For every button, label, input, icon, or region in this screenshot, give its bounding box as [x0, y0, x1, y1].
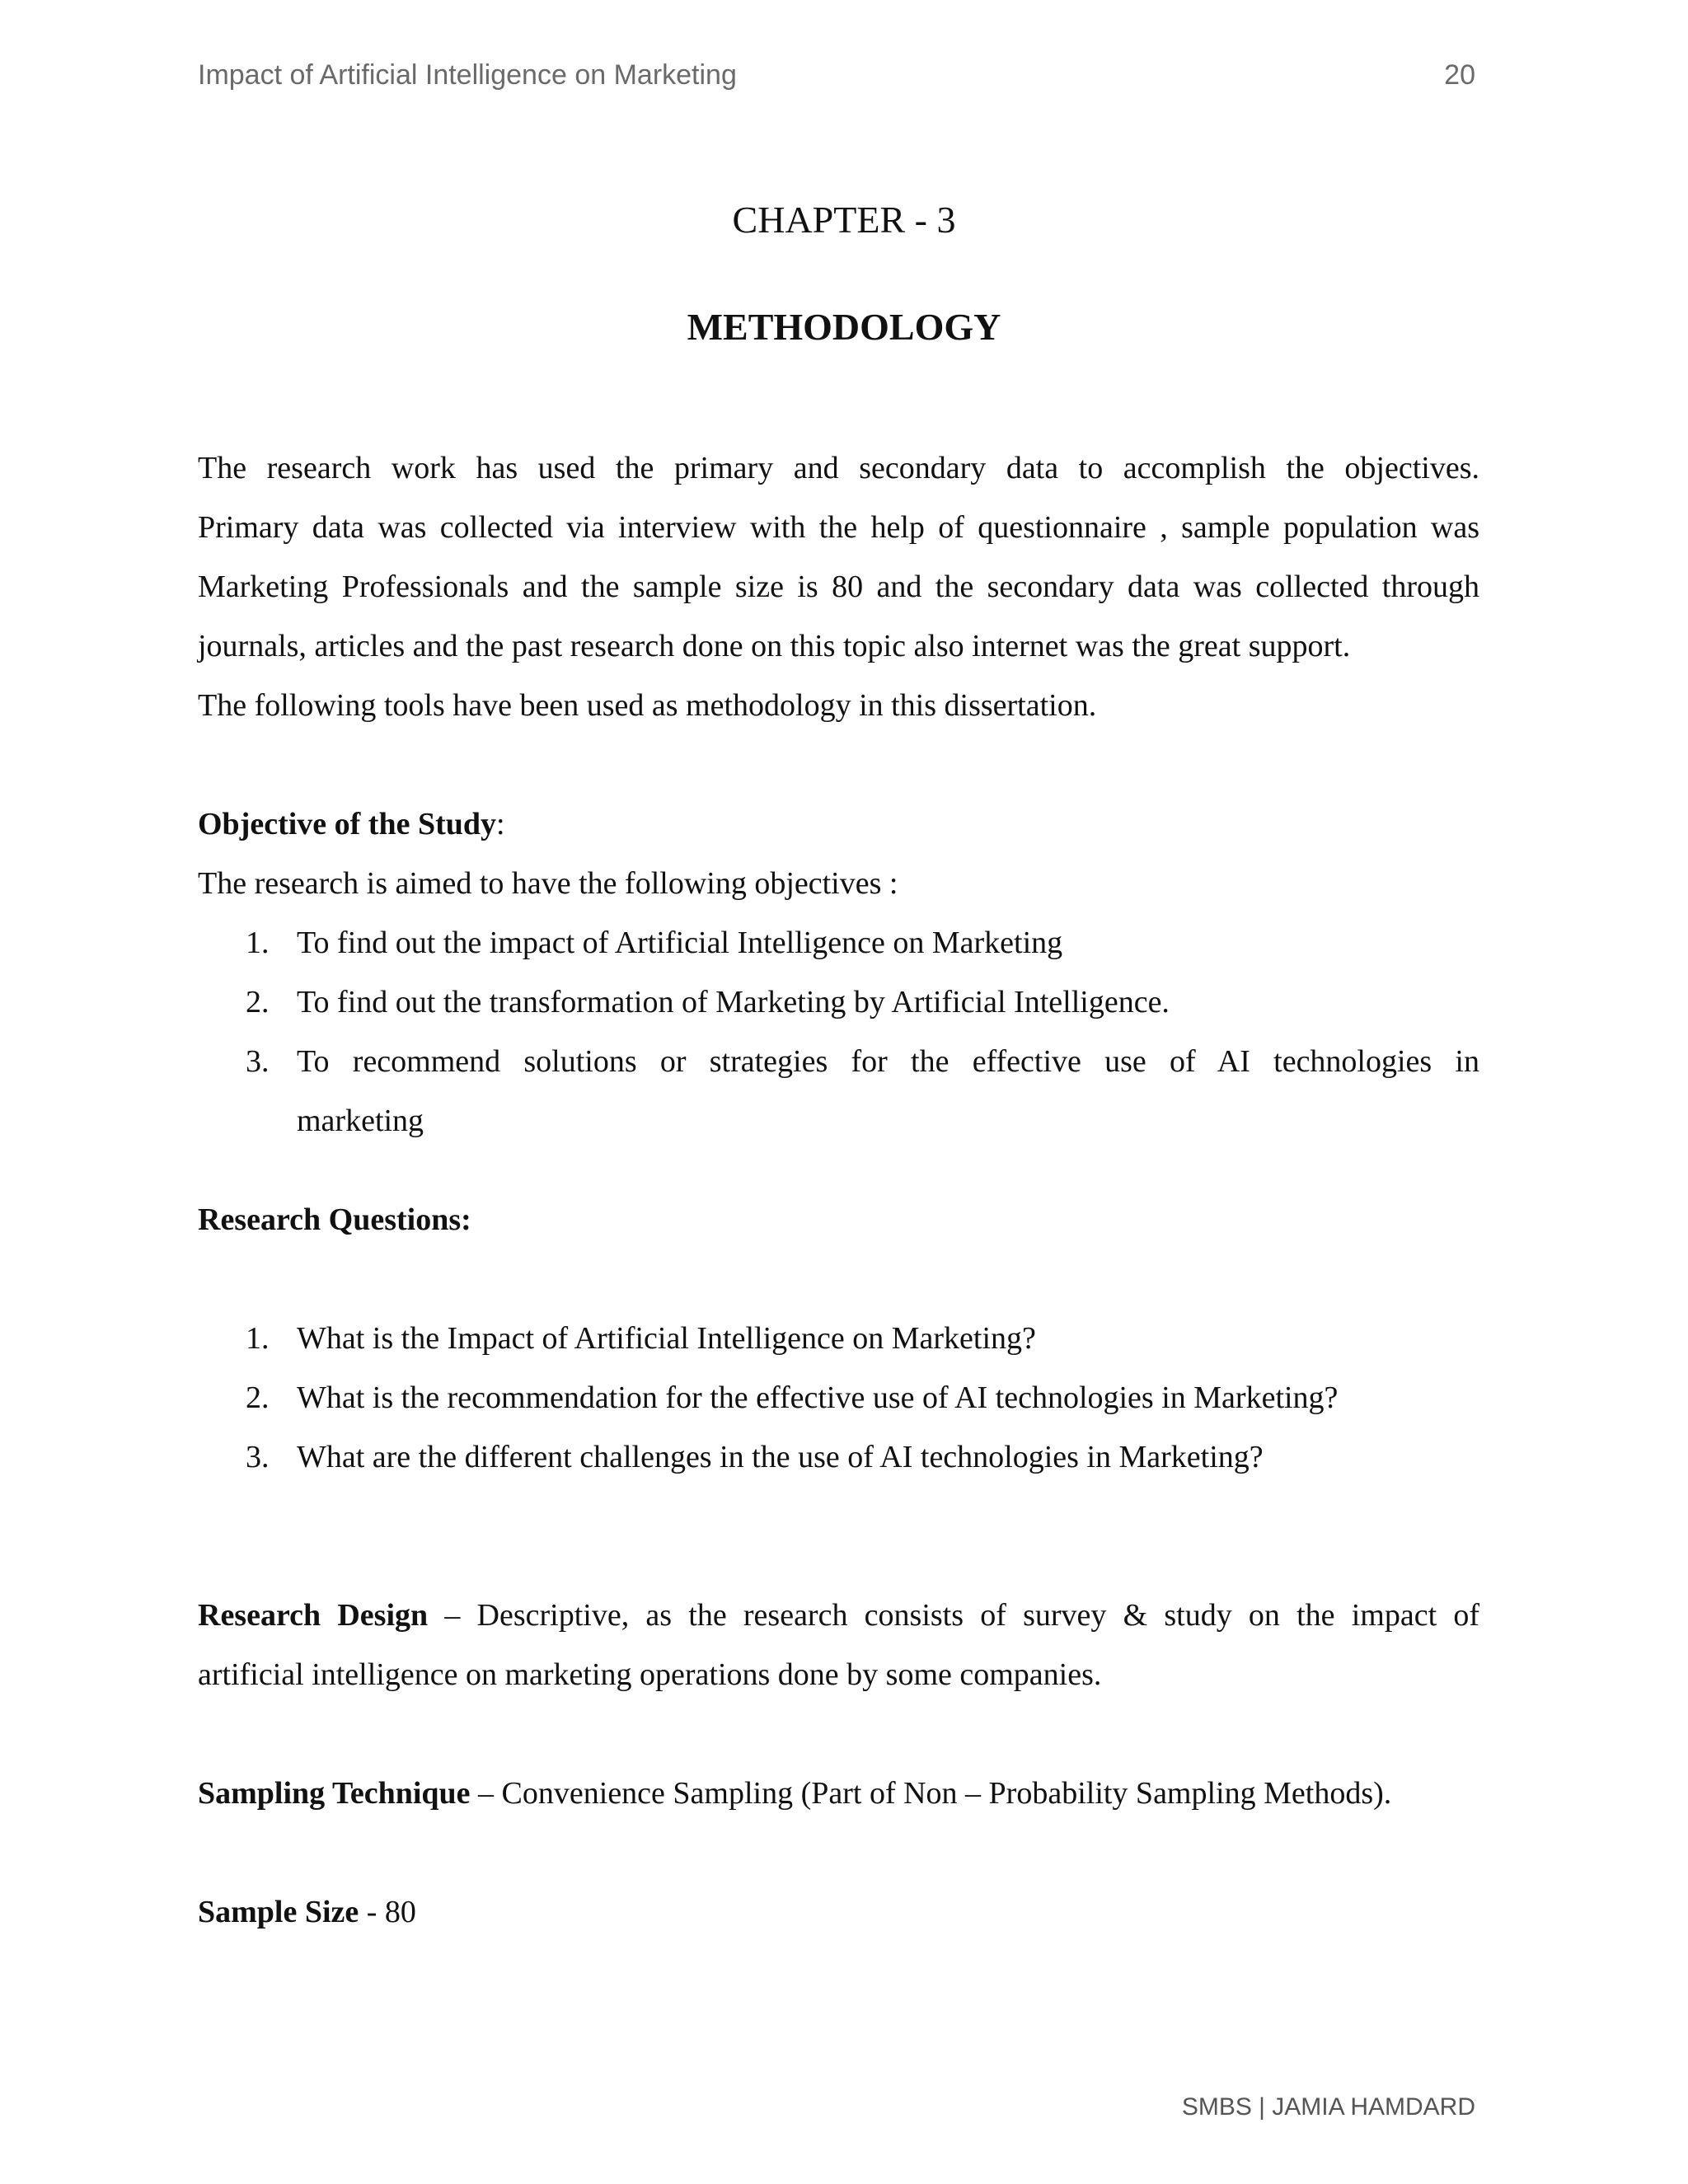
list-item-text: To find out the transformation of Marketing by Artificial Intelligence.	[297, 985, 1170, 1019]
chapter-label: CHAPTER - 3	[732, 199, 956, 241]
list-number: 3.	[246, 1440, 270, 1474]
list-number: 3.	[246, 1044, 270, 1079]
research-design-line	[198, 1586, 1479, 1645]
list-item	[198, 972, 1479, 1032]
intro-line: journals, articles and the past research done on this topic also internet was the great support.	[198, 629, 1351, 663]
research-design-label: Research Design	[198, 1598, 429, 1633]
list-number: 2.	[246, 1380, 270, 1415]
section-heading: METHODOLOGY	[687, 306, 1001, 348]
sample-size-paragraph	[198, 1882, 1479, 1942]
sampling-technique-paragraph	[198, 1764, 1479, 1823]
sampling-technique-label: Sampling Technique	[198, 1776, 471, 1811]
list-item	[198, 1368, 1479, 1427]
list-item-text: To recommend solutions or strategies for the effective use of AI technologies in	[297, 1044, 1479, 1079]
list-item	[198, 1032, 1479, 1151]
page-footer: SMBS | JAMIA HAMDARD	[1181, 2093, 1475, 2121]
objectives-title: Objective of the Study	[198, 807, 497, 841]
list-number: 1.	[246, 926, 270, 960]
intro-paragraph	[198, 438, 1479, 735]
research-design-paragraph	[198, 1586, 1479, 1704]
research-design-text: – Descriptive, as the research consists of survey & study on the impact of	[428, 1598, 1479, 1633]
research-questions-heading: Research Questions:	[198, 1202, 471, 1237]
intro-line: The following tools have been used as methodology in this dissertation.	[198, 688, 1097, 723]
list-item-text: What are the different challenges in the use of AI technologies in Marketing?	[297, 1440, 1264, 1474]
objectives-intro: The research is aimed to have the following objectives :	[198, 866, 898, 901]
page-number: 20	[1444, 59, 1475, 91]
objectives-list	[198, 913, 1479, 1151]
objectives-title-suffix: :	[496, 807, 505, 841]
intro-line: The research work has used the primary and secondary data to accomplish the objectives.	[198, 451, 1479, 485]
sample-size-label: Sample Size	[198, 1895, 359, 1929]
list-number: 1.	[246, 1321, 270, 1356]
sampling-technique-text: – Convenience Sampling (Part of Non – Probability Sampling Methods).	[470, 1776, 1392, 1811]
list-item	[198, 913, 1479, 972]
running-header-title: Impact of Artificial Intelligence on Marketing	[198, 59, 737, 91]
list-number: 2.	[246, 985, 270, 1019]
list-item-text: What is the Impact of Artificial Intelligence on Marketing?	[297, 1321, 1036, 1356]
list-item-text: To find out the impact of Artificial Intelligence on Marketing	[297, 926, 1063, 960]
intro-line: Marketing Professionals and the sample size is 80 and the secondary data was collected through	[198, 569, 1479, 604]
research-questions-list	[198, 1309, 1479, 1487]
research-design-line: artificial intelligence on marketing operations done by some companies.	[198, 1657, 1102, 1692]
intro-line: Primary data was collected via interview with the help of questionnaire , sample population was	[198, 510, 1479, 545]
list-item-text: marketing	[297, 1104, 424, 1138]
list-item-text: What is the recommendation for the effective use of AI technologies in Marketing?	[297, 1380, 1339, 1415]
list-item	[198, 1427, 1479, 1487]
list-item	[198, 1309, 1479, 1368]
objectives-heading	[198, 794, 1479, 854]
sample-size-text: - 80	[359, 1895, 416, 1929]
